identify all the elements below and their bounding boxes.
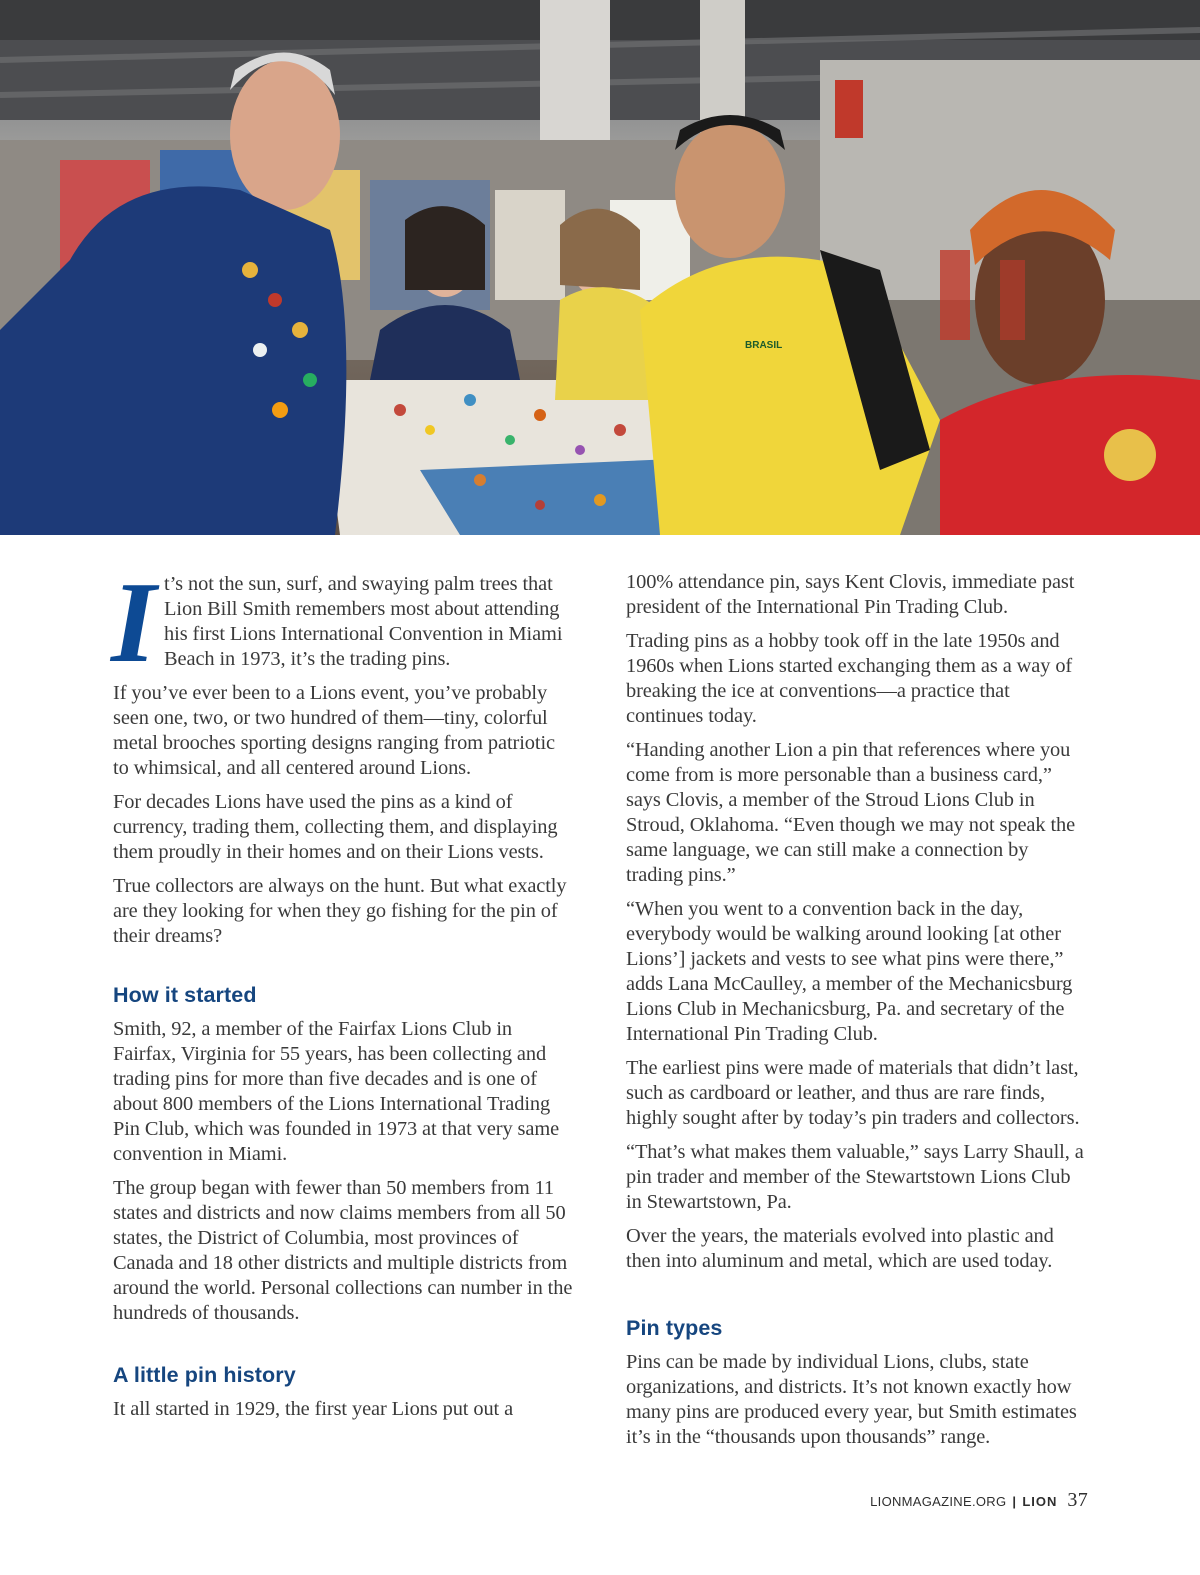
lead-paragraph <box>111 559 575 687</box>
body-paragraph: Smith, 92, a member of the Fairfax Lions Club in Fairfax, Virginia for 55 years, has been collecting and trading pins for more than five decades and is one of about 800 members of the Lions International Trading Pin Club, which was founded in 1973 at that very same convention in Miami. <box>113 1018 560 1165</box>
article-column-right <box>626 570 1088 1459</box>
section-heading-pin-history: A little pin history <box>113 1363 296 1387</box>
page-number: 37 <box>1067 1489 1088 1511</box>
footer-site-link[interactable]: LIONMAGAZINE.ORG <box>870 1494 1007 1509</box>
article-column-left <box>111 559 575 1431</box>
jersey-badge-text: BRASIL <box>745 340 783 351</box>
section-heading-how-it-started: How it started <box>113 983 257 1007</box>
body-paragraph: “Handing another Lion a pin that references where you come from is more personable than a business card,” says Clovis, a member of the Stroud Lions Club in Stroud, Oklahoma. “Even though we may not speak the same language, we can still make a connection by trading pins.” <box>626 739 1076 886</box>
body-paragraph: “When you went to a convention back in the day, everybody would be walking around looking [at other Lions’] jackets and vests to see what pins were there,” adds Lana McCaulley, a member of the Mechanicsburg Lions Club in Mechanicsburg, Pa. and secretary of the International Pin Trading Club. <box>626 898 1073 1045</box>
drop-cap: I <box>111 559 157 687</box>
photo-convention-pin-trading-icon <box>0 0 1200 535</box>
lead-text: t’s not the sun, surf, and swaying palm trees that Lion Bill Smith remembers most about attending his first Lions International Convention in Miami Beach in 1973, it’s the trading pins. <box>164 573 563 670</box>
body-paragraph: True collectors are always on the hunt. But what exactly are they looking for when they go fishing for the pin of their dreams? <box>113 875 567 947</box>
hero-photo <box>0 0 1200 535</box>
body-paragraph: “That’s what makes them valuable,” says Larry Shaull, a pin trader and member of the Stewartstown Lions Club in Stewartstown, Pa. <box>626 1141 1084 1213</box>
page-footer <box>870 1489 1088 1512</box>
body-paragraph: Trading pins as a hobby took off in the late 1950s and 1960s when Lions started exchanging them as a way of breaking the ice at conventions—a practice that continues today. <box>626 630 1073 727</box>
body-paragraph: If you’ve ever been to a Lions event, you’ve probably seen one, two, or two hundred of them—tiny, colorful metal brooches sporting designs ranging from patriotic to whimsical, and all centered around Lions. <box>113 682 555 779</box>
body-paragraph: Over the years, the materials evolved into plastic and then into aluminum and metal, which are used today. <box>626 1225 1054 1272</box>
footer-separator: | <box>1012 1494 1017 1509</box>
body-paragraph: The earliest pins were made of materials that didn’t last, such as cardboard or leather, and thus are rare finds, highly sought after by today’s pin traders and collectors. <box>626 1057 1080 1129</box>
footer-brand: LION <box>1022 1494 1058 1509</box>
body-paragraph: 100% attendance pin, says Kent Clovis, immediate past president of the International Pin Trading Club. <box>626 571 1075 618</box>
body-paragraph: It all started in 1929, the first year Lions put out a <box>113 1398 514 1420</box>
body-paragraph: Pins can be made by individual Lions, clubs, state organizations, and districts. It’s not known exactly how many pins are produced every year, but Smith estimates it’s in the “thousands upon thousands” range. <box>626 1351 1077 1448</box>
body-paragraph: The group began with fewer than 50 members from 11 states and districts and now claims members from all 50 states, the District of Columbia, most provinces of Canada and 18 other districts and multiple districts from around the world. Personal collections can number in the hundreds of thousands. <box>113 1177 573 1324</box>
body-paragraph: For decades Lions have used the pins as a kind of currency, trading them, collecting them, and displaying them proudly in their homes and on their Lions vests. <box>113 791 558 863</box>
section-heading-pin-types: Pin types <box>626 1316 723 1340</box>
